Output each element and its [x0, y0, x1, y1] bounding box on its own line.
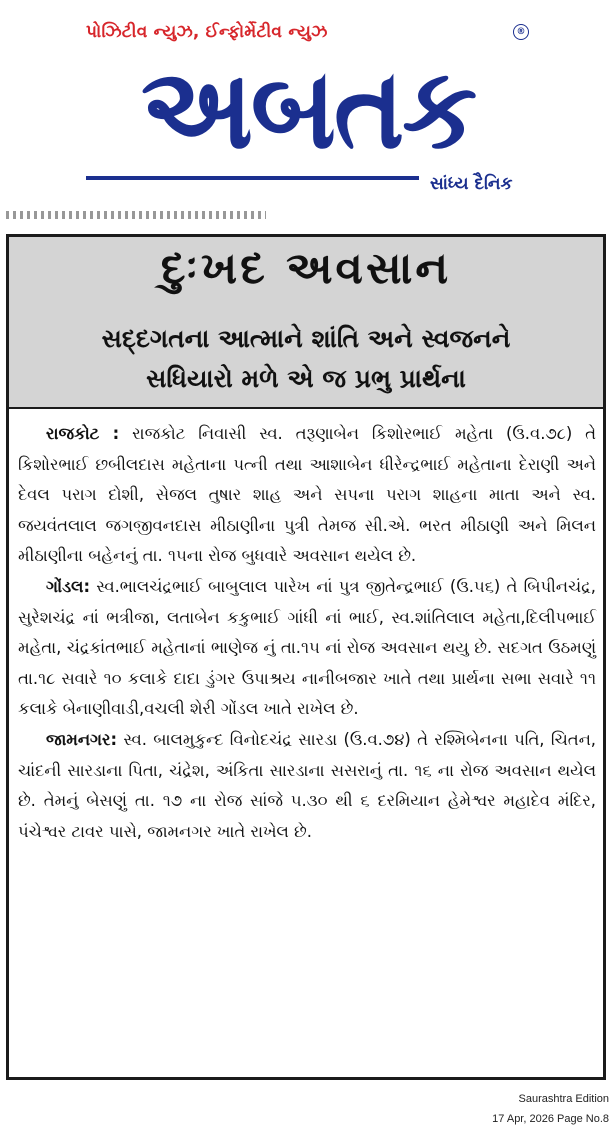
obituary-header: [9, 237, 603, 409]
obituary-paragraph-rajkot: [18, 419, 596, 572]
paragraph-city-jamnagar: જામનગર:: [46, 729, 118, 749]
subtitle-line-2: સધિયારો મળે એ જ પ્રભુ પ્રાર્થના: [146, 364, 466, 393]
masthead-subtag: સાંધ્ય દૈનિક: [430, 174, 513, 194]
logo-underline: [86, 176, 419, 180]
date-page-label: 17 Apr, 2026 Page No.8: [492, 1113, 609, 1125]
obituary-box: [6, 234, 606, 1080]
obituary-subtitle: [9, 319, 603, 399]
registered-mark: ®: [513, 24, 529, 40]
masthead-tagline: પોઝિટીવ ન્યુઝ, ઈન્ફોર્મેટીવ ન્યુઝ: [86, 22, 328, 42]
clipping-cut-edge: [6, 211, 266, 219]
paragraph-text: સ્વ.ભાલચંદ્રભાઈ બાબુલાલ પારેખ નાં પુત્ર જીતેન્દ્રભાઈ (ઉ.૫૬) તે બિપીનચંદ્ર, સુરેશચંદ્ર નાં ભત્રીજા, લતાબેન કકુભાઈ ગાંધી નાં ભાઈ, સ્વ.શાંતિલાલ મહેતા,દિલીપભાઈ મહેતા, ચંદ્રકાંતભાઈ મહેતાનાં ભાણેજ નું તા.૧૫ નાં રોજ અવસાન થયુ છે. સદગત ઉઠમણું તા.૧૮ સવારે ૧૦ કલાકે દાદા ડુંગર ઉપાશ્રય નાનીબજાર ખાતે તથા પ્રાર્થના સભા સવારે ૧૧ કલાકે બેનાણીવાડી,વચલી શેરી ગોંડલ ખાતે રાખેલ છે.: [18, 576, 596, 719]
obituary-paragraph-jamnagar: [18, 725, 596, 847]
obituary-body: [18, 419, 596, 847]
obituary-title: દુઃખદ અવસાન: [160, 243, 452, 294]
paragraph-city-rajkot: રાજકોટ :: [46, 424, 120, 443]
newspaper-logo: અબતક: [140, 43, 476, 174]
paragraph-text: સ્વ. બાલમુકુન્દ વિનોદચંદ્ર સારડા (ઉ.વ.૭૪) તે રશ્મિબેનના પતિ, ચિતન, ચાંદની સારડાના પિતા, ચંદ્રેશ, અંકિતા સારડાના સસરાનું તા. ૧૬ ના રોજ અવસાન થયેલ છે. તેમનું બેસણું તા. ૧૭ ના રોજ સાંજે ૫.૩૦ થી ૬ દરમિયાન હેમેશ્વર મહાદેવ મંદિર, પંચેશ્વર ટાવર પાસે, જામનગર ખાતે રાખેલ છે.: [18, 729, 596, 841]
paragraph-text: રાજકોટ નિવાસી સ્વ. તરૂણાબેન કિશોરભાઈ મહેતા (ઉ.વ.૭૮) તે કિશોરભાઈ છબીલદાસ મહેતાના પત્ની તથા આશાબેન ધીરેન્દ્રભાઈ મહેતાના દેરાણી અને દેવલ પરાગ દોશી, સેજલ તુષાર શાહ અને સપના પરાગ શાહના માતા અને સ્વ. જયવંતલાલ જગજીવનદાસ મીઠાણીના પુત્રી તેમજ સી.એ. ભરત મીઠાણી અને મિલન મીઠાણીના બહેનનું તા. ૧૫ના રોજ બુધવારે અવસાન થયેલ છે.: [18, 424, 597, 566]
edition-label: Saurashtra Edition: [518, 1093, 609, 1105]
obituary-paragraph-gondal: [18, 572, 596, 725]
masthead: [0, 0, 615, 210]
paragraph-city-gondal: ગોંડલ:: [46, 576, 91, 596]
subtitle-line-1: સદ્દગતના આત્માને શાંતિ અને સ્વજનને: [101, 324, 511, 353]
